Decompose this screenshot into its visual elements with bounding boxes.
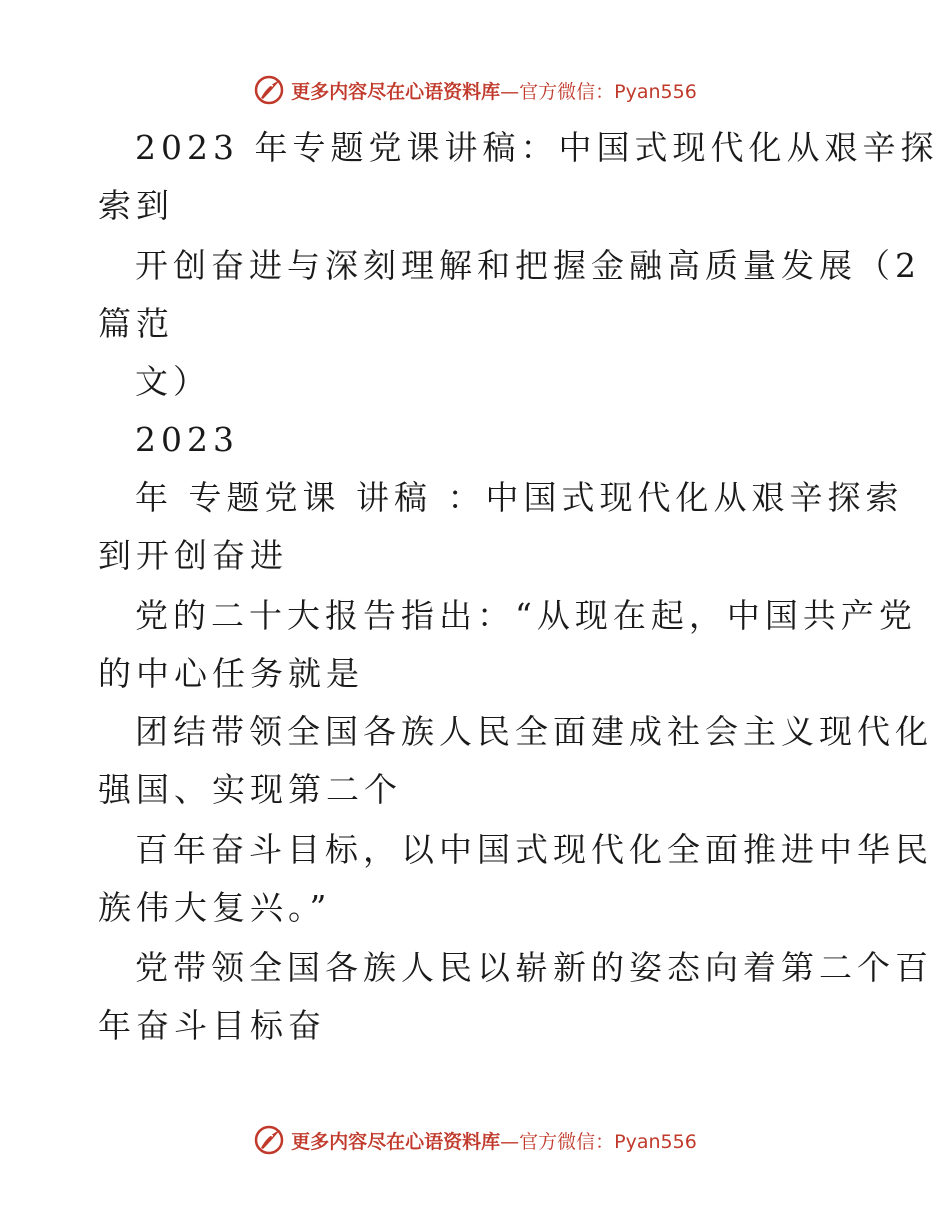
doc-line: 年 专题党课 讲稿 ：中国式现代化从艰辛探索 (135, 478, 904, 517)
feather-quill-logo-icon (253, 74, 285, 106)
doc-line: 2023 (135, 420, 239, 459)
banner-main-text: 更多内容尽在心语资料库 (291, 1130, 501, 1153)
footer-banner (0, 1120, 950, 1160)
banner-wechat-text: —官方微信：Pyan556 (500, 80, 697, 103)
doc-line: 开创奋进与深刻理解和把握金融高质量发展（2 (135, 246, 921, 285)
doc-line: 团结带领全国各族人民全面建成社会主义现代化 (135, 712, 933, 751)
doc-line: 党的二十大报告指出：“从现在起，中国共产党 (135, 596, 917, 635)
doc-line: 强国、实现第二个 (98, 770, 402, 809)
doc-line: 文） (135, 362, 211, 401)
doc-line: 年奋斗目标奋 (98, 1006, 326, 1045)
doc-line: 索到 (98, 186, 174, 225)
banner-main-text: 更多内容尽在心语资料库 (291, 80, 501, 103)
banner-wechat-text: —官方微信：Pyan556 (500, 1130, 697, 1153)
feather-quill-logo-icon (253, 1124, 285, 1156)
doc-line: 族伟大复兴。” (98, 888, 332, 927)
doc-line: 党带领全国各族人民以崭新的姿态向着第二个百 (135, 948, 933, 987)
doc-line: 的中心任务就是 (98, 654, 364, 693)
doc-line: 篇范 (98, 304, 174, 343)
header-banner (0, 70, 950, 110)
doc-line: 2023 年专题党课讲稿：中国式现代化从艰辛探 (135, 128, 939, 167)
doc-line: 百年奋斗目标，以中国式现代化全面推进中华民 (135, 830, 933, 869)
doc-line: 到开创奋进 (98, 536, 288, 575)
